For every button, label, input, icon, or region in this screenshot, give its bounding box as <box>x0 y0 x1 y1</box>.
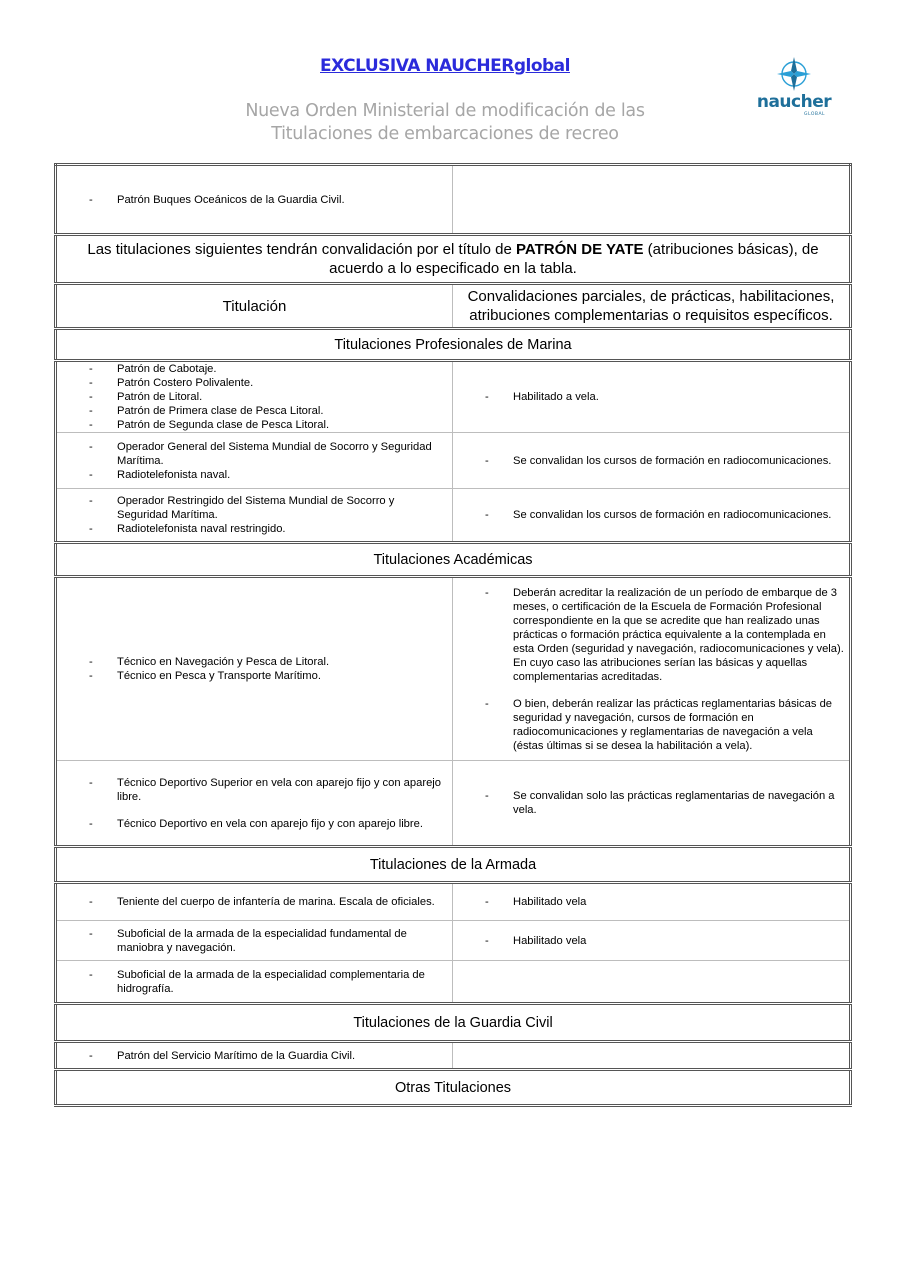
logo-wordmark: naucher <box>756 92 832 112</box>
table-cell <box>453 489 851 543</box>
table-cell <box>453 761 851 847</box>
table-row <box>56 761 851 847</box>
table-cell <box>453 361 851 433</box>
table-cell <box>56 761 453 847</box>
table-cell <box>453 883 851 921</box>
table-row <box>56 961 851 1004</box>
table-row <box>56 361 851 433</box>
table-row <box>56 577 851 761</box>
list-item: - Patrón Costero Polivalente. <box>57 376 448 390</box>
list-item: - Técnico Deportivo en vela con aparejo fijo y con aparejo libre. <box>57 817 448 831</box>
section-header-academicas: Titulaciones Académicas <box>56 543 851 577</box>
column-header-convalidaciones: Convalidaciones parciales, de prácticas, habilitaciones, atribuciones complementarias o requisitos específicos. <box>453 284 851 329</box>
table-cell <box>56 433 453 489</box>
table-row <box>56 1042 851 1070</box>
logo-subtext: GLOBAL <box>804 112 826 117</box>
table-cell <box>453 961 851 1004</box>
list-item: - Suboficial de la armada de la especialidad fundamental de maniobra y navegación. <box>57 927 448 955</box>
list-item: - Patrón del Servicio Marítimo de la Guardia Civil. <box>57 1049 448 1063</box>
list-item: - O bien, deberán realizar las prácticas reglamentarias básicas de seguridad y navegación, cursos de formación en radiocomunicaciones y reglamentarias de navegación a vela (éstas últimas si se desea la habilitación a vela). <box>453 697 845 753</box>
intro-text: Las titulaciones siguientes tendrán convalidación por el título de PATRÓN DE YATE (atribuciones básicas), de acuerdo a lo especificado en la tabla. <box>87 241 819 277</box>
list-item: - Patrón de Primera clase de Pesca Litoral. <box>57 404 448 418</box>
list-item: - Suboficial de la armada de la especialidad complementaria de hidrografía. <box>57 968 448 996</box>
table-row <box>56 165 851 235</box>
table-cell <box>56 883 453 921</box>
table-cell <box>453 577 851 761</box>
table-cell <box>453 433 851 489</box>
naucher-logo <box>752 56 836 120</box>
table-row <box>56 489 851 543</box>
table-row <box>56 883 851 921</box>
column-header-row <box>56 284 851 329</box>
section-header-guardia-civil: Titulaciones de la Guardia Civil <box>56 1004 851 1042</box>
titulaciones-table <box>54 163 852 1107</box>
list-item: - Técnico en Navegación y Pesca de Litoral. <box>57 655 448 669</box>
list-item: - Habilitado vela <box>453 895 845 909</box>
subtitle-line-1: Nueva Orden Ministerial de modificación de las <box>245 101 645 121</box>
table-cell <box>453 921 851 961</box>
list-item: - Se convalidan los cursos de formación en radiocomunicaciones. <box>453 508 845 522</box>
table-cell <box>56 577 453 761</box>
list-item: - Teniente del cuerpo de infantería de marina. Escala de oficiales. <box>57 895 448 909</box>
section-header-marina: Titulaciones Profesionales de Marina <box>56 329 851 361</box>
list-item: - Habilitado vela <box>453 934 845 948</box>
list-item: - Técnico Deportivo Superior en vela con aparejo fijo y con aparejo libre. <box>57 776 448 804</box>
table-cell <box>453 1042 851 1070</box>
list-item: - Se convalidan solo las prácticas reglamentarias de navegación a vela. <box>453 789 845 817</box>
exclusive-link-title[interactable]: EXCLUSIVA NAUCHERglobal <box>320 56 570 76</box>
list-item: - Patrón de Cabotaje. <box>57 362 448 376</box>
list-item: - Radiotelefonista naval. <box>57 468 448 482</box>
table-cell <box>56 1042 453 1070</box>
table-cell <box>453 165 851 235</box>
list-item: - Habilitado a vela. <box>453 390 845 404</box>
intro-cell <box>56 235 851 284</box>
list-item: - Operador Restringido del Sistema Mundial de Socorro y Seguridad Marítima. <box>57 494 448 522</box>
list-item: - Deberán acreditar la realización de un período de embarque de 3 meses, o certificación de la Escuela de Formación Profesional correspondiente en la que se acredite que han realizado unas prácticas o formación práctica equivalente a la contemplada en esta Orden (seguridad y navegación, radiocomunicaciones y vela). En cuyo caso las atribuciones serían las básicas y aquellas complementarias acreditadas. <box>453 586 845 684</box>
table-cell <box>56 921 453 961</box>
table-row <box>56 433 851 489</box>
section-header-armada: Titulaciones de la Armada <box>56 847 851 883</box>
intro-row <box>56 235 851 284</box>
table-cell <box>56 165 453 235</box>
table-cell <box>56 961 453 1004</box>
list-item: - Técnico en Pesca y Transporte Marítimo. <box>57 669 448 683</box>
list-item: - Se convalidan los cursos de formación en radiocomunicaciones. <box>453 454 845 468</box>
table-row <box>56 921 851 961</box>
list-item: - Radiotelefonista naval restringido. <box>57 522 448 536</box>
list-item: - Patrón de Segunda clase de Pesca Litoral. <box>57 418 448 432</box>
list-item: - Patrón Buques Oceánicos de la Guardia Civil. <box>57 193 448 207</box>
list-item: - Operador General del Sistema Mundial de Socorro y Seguridad Marítima. <box>57 440 448 468</box>
table-cell <box>56 361 453 433</box>
subtitle-line-2: Titulaciones de embarcaciones de recreo <box>271 124 619 144</box>
list-item: - Patrón de Litoral. <box>57 390 448 404</box>
column-header-titulacion: Titulación <box>56 284 453 329</box>
table-cell <box>56 489 453 543</box>
compass-rose-icon <box>752 56 836 96</box>
section-header-otras: Otras Titulaciones <box>56 1070 851 1106</box>
